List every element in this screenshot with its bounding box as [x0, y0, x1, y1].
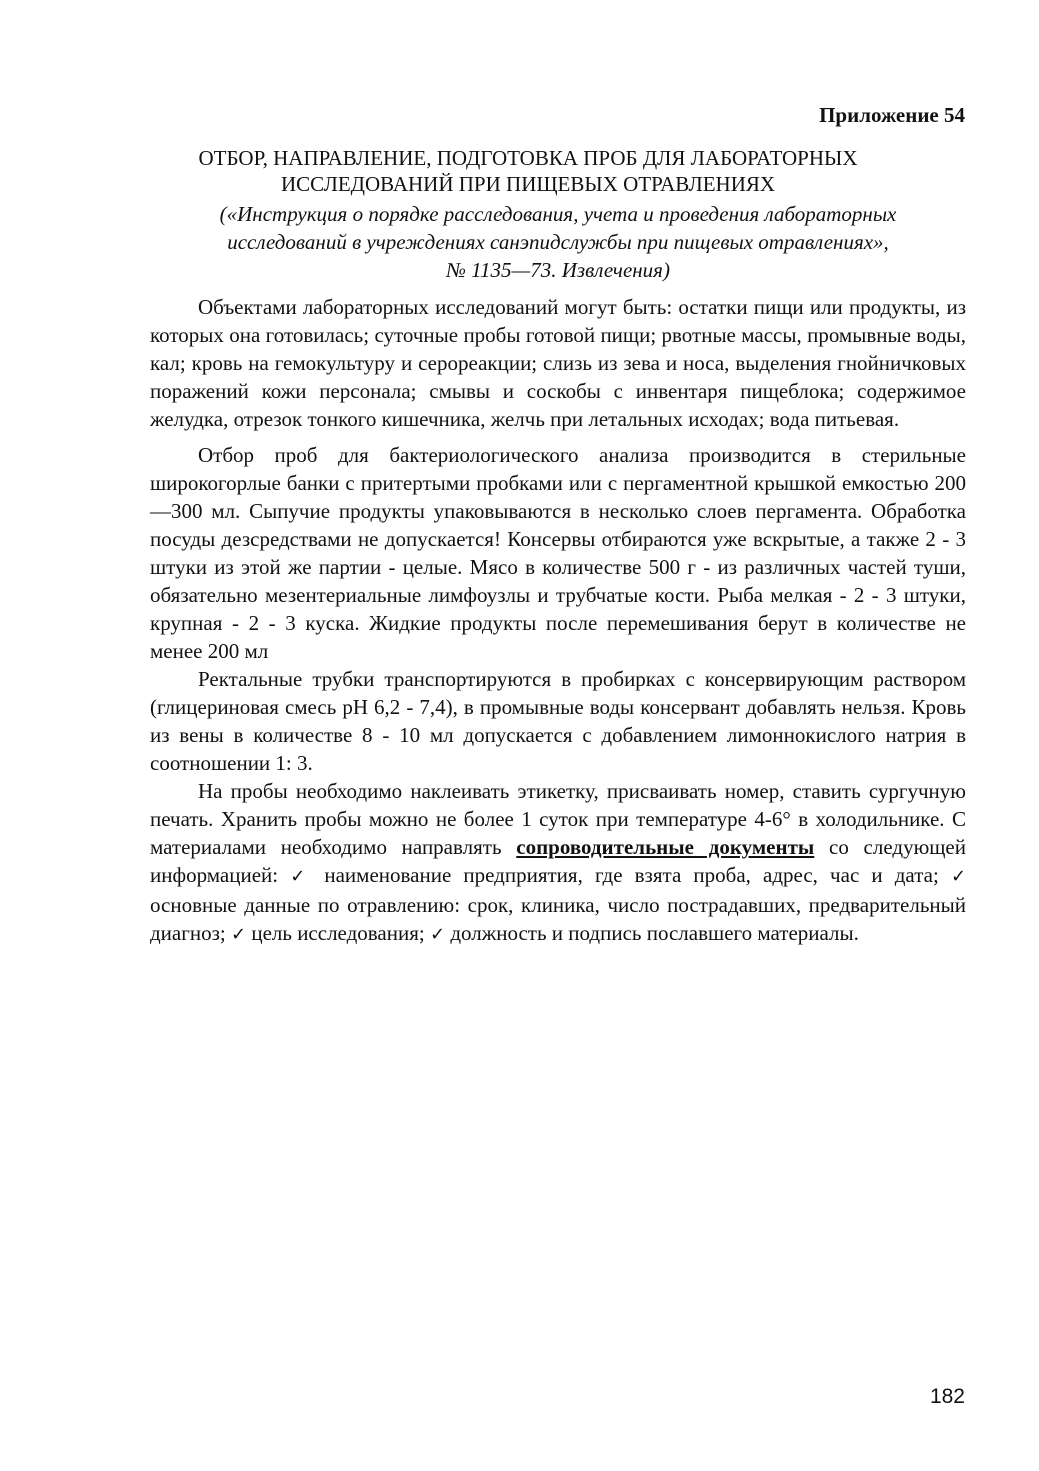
document-body	[150, 293, 966, 949]
document-title	[120, 145, 936, 197]
info-item-2: основные данные по отравлению: срок, клиника, число пострадавших, предварительный диагноз;	[150, 893, 966, 945]
appendix-label: Приложение 54	[819, 103, 965, 127]
paragraph-labeling	[150, 777, 966, 949]
subtitle-line-3: № 1135—73. Извлечения)	[446, 258, 670, 282]
page-number: 182	[929, 1385, 965, 1408]
labeling-after-emphasis: со следующей информацией:	[150, 835, 966, 887]
title-line-1: ОТБОР, НАПРАВЛЕНИЕ, ПОДГОТОВКА ПРОБ ДЛЯ ЛАБОРАТОРНЫХ	[198, 146, 858, 170]
checkmark-icon: ✓	[230, 924, 247, 945]
info-item-1: наименование предприятия, где взята проба, адрес, час и дата;	[324, 863, 939, 887]
subtitle-line-2: исследований в учреждениях санэпидслужбы при пищевых отравлениях»,	[227, 230, 889, 254]
paragraph-objects: Объектами лабораторных исследований могут быть: остатки пищи или продукты, из которых она готовилась; суточные пробы готовой пищи; рвотные массы, промывные воды, кал; кровь на гемокультуру и серореакции; слизь из зева и носа, выделения гнойничковых поражений кожи персонала; смывы и соскобы с инвентаря пищеблока; содержимое желудка, отрезок тонкого кишечника, желчь при летальных исходах; вода питьевая.	[150, 295, 966, 431]
title-line-2: ИССЛЕДОВАНИЙ ПРИ ПИЩЕВЫХ ОТРАВЛЕНИЯХ	[280, 172, 776, 196]
checkmark-icon: ✓	[290, 866, 313, 887]
checkmark-icon: ✓	[950, 866, 967, 887]
labeling-intro: На пробы необходимо наклеивать этикетку, присваивать номер, ставить сургучную печать. Хранить пробы можно не более 1 суток при температуре 4-6° в холодильнике. С материалами необходимо направлять	[150, 779, 966, 859]
document-subtitle	[120, 200, 996, 284]
checkmark-icon: ✓	[429, 924, 446, 945]
paragraph-sampling: Отбор проб для бактериологического анализа производится в стерильные широкогорлые банки с притертыми пробками или с пергаментной крышкой емкостью 200—300 мл. Сыпучие продукты упаковываются в несколько слоев пергамента. Обработка посуды дезсредствами не допускается! Консервы отбираются уже вскрытые, а также 2 - 3 штуки из этой же партии - целые. Мясо в количестве 500 г - из различных частей туши, обязательно мезентериальные лимфоузлы и трубчатые кости. Рыба мелкая - 2 - 3 штуки, крупная - 2 - 3 куска. Жидкие продукты после перемешивания берут в количестве не менее 200 мл	[150, 443, 966, 663]
paragraph-transport: Ректальные трубки транспортируются в пробирках с консервирующим раствором (глицериновая смесь pH 6,2 - 7,4), в промывные воды консервант добавлять нельзя. Кровь из вены в количестве 8 - 10 мл допускается с добавлением лимоннокислого натрия в соотношении 1: 3.	[150, 667, 966, 775]
subtitle-line-1: («Инструкция о порядке расследования, учета и проведения лабораторных	[219, 202, 897, 226]
info-item-4: должность и подпись пославшего материалы.	[450, 921, 859, 945]
accompanying-documents-emphasis: сопроводительные документы	[516, 835, 815, 859]
info-item-3: цель исследования;	[251, 921, 425, 945]
